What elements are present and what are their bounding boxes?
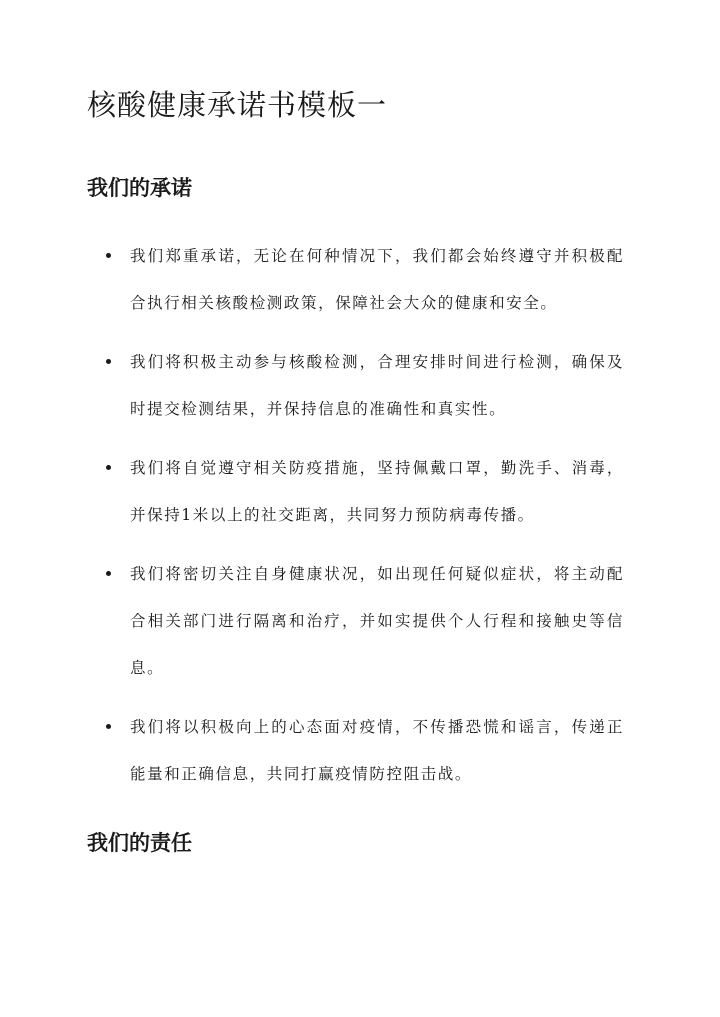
bullet-icon (106, 465, 111, 470)
bullet-icon (106, 359, 111, 364)
section-heading-responsibility: 我们的责任 (87, 830, 192, 855)
list-item (106, 551, 624, 692)
section-heading-promise: 我们的承诺 (87, 175, 192, 200)
bullet-icon (106, 724, 111, 729)
list-item-text: 我们将积极主动参与核酸检测，合理安排时间进行检测，确保及时提交检测结果，并保持信息的准确性和真实性。 (130, 353, 624, 418)
list-item-text: 我们将自觉遵守相关防疫措施，坚持佩戴口罩，勤洗手、消毒，并保持1米以上的社交距离，共同努力预防病毒传播。 (130, 459, 624, 524)
list-item (106, 704, 624, 798)
list-item-text: 我们将以积极向上的心态面对疫情，不传播恐慌和谣言，传递正能量和正确信息，共同打赢疫情防控阻击战。 (130, 718, 624, 783)
list-item (106, 445, 624, 539)
list-item-text: 我们将密切关注自身健康状况，如出现任何疑似症状，将主动配合相关部门进行隔离和治疗，并如实提供个人行程和接触史等信息。 (130, 565, 624, 677)
bullet-icon (106, 253, 111, 258)
list-item-text: 我们郑重承诺，无论在何种情况下，我们都会始终遵守并积极配合执行相关核酸检测政策，保障社会大众的健康和安全。 (130, 247, 624, 312)
bullet-icon (106, 571, 111, 576)
list-item (106, 233, 624, 327)
document-title: 核酸健康承诺书模板一 (87, 88, 388, 122)
promise-list (106, 233, 624, 810)
list-item (106, 339, 624, 433)
